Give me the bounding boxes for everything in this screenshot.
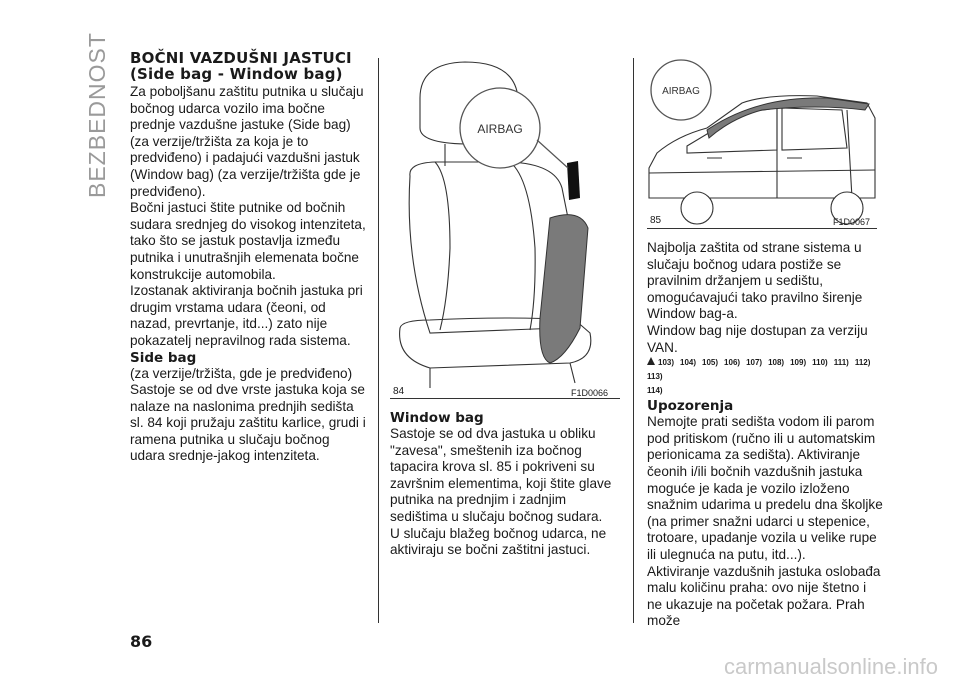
warning-references: 103) 104) 105) 106) 107) 108) 109) 110) 111) 112)113) 114) — [647, 358, 871, 396]
watermark: carmanualsonline.info — [723, 654, 938, 679]
paragraph: Nemojte prati sedišta vodom ili parom pod pritiskom (ručno ili u automatskim perionicama za sedišta). Aktiviranje čeonih i/ili bočnih vazdušnih jastuka moguće je kada je vozilo izloženo snažnim udarima u predelu dna školjke (na primer snažni udarci u stepenice, trotoare, upadanje vozila u velike rupe ili ulegnuća na putu, itd...). — [647, 414, 883, 562]
section-heading: BOČNI VAZDUŠNI JASTUCI (Side bag - Window bag) — [130, 49, 352, 83]
figure-code: F1D0067 — [833, 217, 871, 227]
column-divider — [633, 58, 634, 623]
paragraph: Aktiviranje vazdušnih jastuka oslobađa malu količinu praha: ovo nije štetno i ne ukazuje na početak požara. Prah može — [647, 563, 881, 629]
subheading-window-bag: Window bag — [390, 410, 484, 426]
figure-code: F1D0066 — [571, 388, 609, 398]
airbag-label: AIRBAG — [662, 86, 700, 97]
paragraph: Za poboljšanu zaštitu putnika u slučaju bočnog udarca vozilo ima bočne prednje vazdušne jastuke (Side bag) (za verzije/tržišta za koja je to predviđeno) i padajući vazdušni jastuk (Window bag) (za verzije/tržišta gde je predviđeno). — [130, 84, 364, 199]
figure-rule — [390, 398, 620, 399]
figure-85 — [647, 58, 877, 226]
paragraph: Izostanak aktiviranja bočnih jastuka pri drugim vrstama udara (čeoni, od nazad, prevrtanje, itd...) zato nije pokazatelj nepravilnog rada sistema. — [130, 283, 363, 348]
paragraph: Window bag nije dostupan za verziju VAN. — [647, 322, 868, 355]
paragraph: Sastoje se od dve vrste jastuka koja se nalaze na naslonima prednjih sedišta sl. 84 koji pružaju zaštitu karlice, grudi i ramena putnika u slučaju bočnog udara srednje-jakog intenziteta. — [130, 382, 366, 464]
figure-number: 84 — [393, 386, 405, 397]
column-3 — [647, 240, 883, 630]
subheading-warnings: Upozorenja — [647, 398, 734, 415]
seat-airbag-illustration — [390, 58, 620, 398]
warning-triangle-icon — [647, 357, 655, 365]
paragraph: Sastoje se od dva jastuka u obliku "zavesa", smeštenih iza bočnog tapacira krova sl. 85 i pokriveni su završnim elementima, koji štite glave putnika na prednjim i zadnjim sedištima u slučaju bočnog sudara. — [390, 426, 612, 524]
airbag-label: AIRBAG — [477, 122, 523, 136]
column-2 — [390, 410, 624, 559]
section-tab: BEZBEDNOST — [84, 32, 110, 198]
paragraph: Bočni jastuci štite putnike od bočnih sudara srednjeg do visokog intenziteta, tako što se jastuk postavlja između putnika i unutrašnjih elemenata bočne konstrukcije automobila. — [130, 200, 366, 282]
page-number: 86 — [130, 632, 153, 651]
subheading-side-bag: Side bag — [130, 349, 197, 366]
figure-rule — [647, 228, 877, 229]
column-divider — [378, 58, 379, 623]
car-window-airbag-illustration — [647, 58, 877, 226]
paragraph: Najbolja zaštita od strane sistema u slučaju bočnog udara postiže se pravilnim držanjem u sedištu, omogućavajući tako pravilno širenje Window bag-a. — [647, 240, 863, 322]
figure-84 — [390, 58, 620, 398]
paragraph: (za verzije/tržišta, gde je predviđeno) — [130, 365, 353, 381]
figure-number: 85 — [650, 215, 662, 226]
paragraph: U slučaju blažeg bočnog udarca, ne aktiviraju se bočni zaštitni jastuci. — [390, 525, 607, 558]
column-1 — [130, 50, 366, 465]
